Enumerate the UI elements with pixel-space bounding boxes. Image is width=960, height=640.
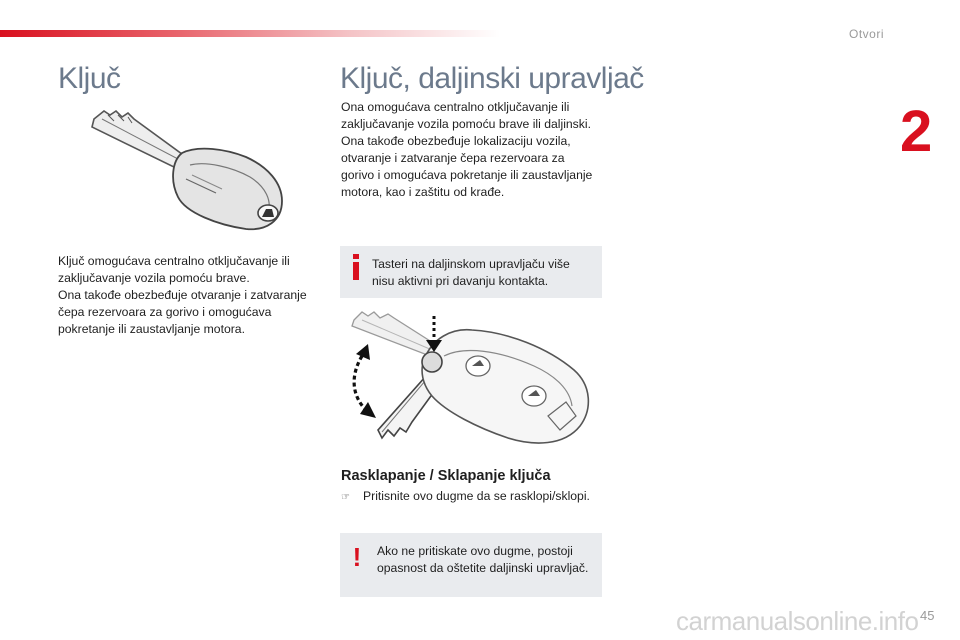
chapter-number: 2 [900,99,933,164]
watermark: carmanualsonline.info [676,606,919,636]
fold-instruction [341,489,590,503]
warning-note-text: Ako ne pritiskate ovo dugme, postoji opasnost da oštetite daljinski upravljač. [377,544,589,575]
key-description: Ključ omogućava centralno otključavanje ili zaključavanje vozila pomoću brave. Ona takođe obezbeđuje otvaranje i zatvaranje čepa rezervoara za gorivo i omogućava pokretanje ili zaustavljanje motora. [58,254,307,336]
warning-note-box [340,533,602,597]
remote-key-fold-illustration [348,306,598,456]
heading-remote-key: Ključ, daljinski upravljač [340,62,644,95]
fold-unfold-heading: Rasklapanje / Sklapanje ključa [341,468,551,484]
info-note-text: Tasteri na daljinskom upravljaču više nisu aktivni pri davanju kontakta. [372,257,570,288]
info-note-box [340,246,602,298]
info-icon [353,254,359,280]
finger-pointer-icon: ☞ [341,492,350,503]
remote-key-description: Ona omogućava centralno otključavanje ili zaključavanje vozila pomoću brave ili daljinski. Ona takođe obezbeđuje lokalizaciju vozila, otvaranje i zatvaranje čepa rezervoara za gorivo i omogućava pokretanje ili zaustavljanje motora, kao i zaštitu od krađe. [341,100,593,199]
page-number: 45 [920,608,935,623]
key-illustration [86,105,302,235]
fold-instruction-text: Pritisnite ovo dugme da se rasklopi/sklopi. [363,489,590,503]
section-label: Otvori [848,27,884,41]
heading-key: Ključ [58,62,121,95]
top-accent-bar [0,30,500,37]
warning-exclamation-icon: ! [352,542,362,572]
